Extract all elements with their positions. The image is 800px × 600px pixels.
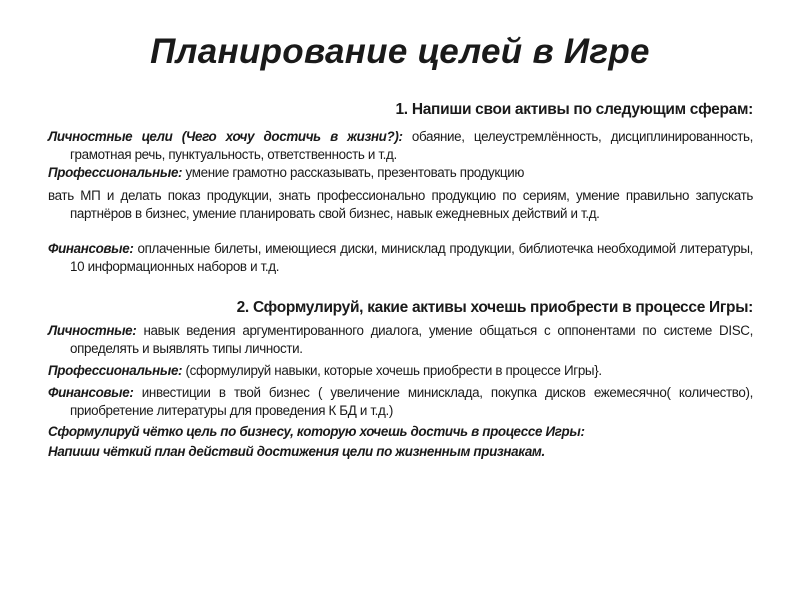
label: Профессиональные: (48, 363, 183, 378)
label: Профессиональные: (48, 165, 183, 180)
plan-prompt: Напиши чёткий план действий достижения цели по жизненным признакам. (48, 444, 545, 459)
text: вать МП и делать показ продукции, знать профессионально продукцию по сериям, умение правильно запускать партнёров в бизнес, умение планировать свой бизнес, навык ежедневных действий и т.д. (48, 188, 753, 221)
paragraph-personal (48, 322, 753, 357)
paragraph-professional-cont (48, 187, 753, 222)
slide-title: Планирование целей в Игре (150, 32, 650, 71)
section2-heading: 2. Сформулируй, какие активы хочешь приобрести в процессе Игры: (236, 299, 753, 316)
paragraph-financial (48, 240, 753, 275)
label: Личностные цели (Чего хочу достичь в жизни?): (48, 129, 403, 144)
label: Финансовые: (48, 241, 134, 256)
paragraph-personal-goals (48, 128, 753, 163)
paragraph-professional (48, 164, 753, 182)
section1-heading: 1. Напиши свои активы по следующим сферам: (395, 101, 753, 118)
label: Личностные: (48, 323, 137, 338)
paragraph-professional-2 (48, 362, 753, 380)
text: навык ведения аргументированного диалога, умение общаться с оппонентами по системе DISC, определять и выявлять типы личности. (70, 323, 753, 356)
text: оплаченные билеты, имеющиеся диски, минисклад продукции, библиотечка необходимой литературы, 10 информационных наборов и т.д. (70, 241, 753, 274)
goal-prompt: Сформулируй чётко цель по бизнесу, которую хочешь достичь в процессе Игры: (48, 424, 585, 439)
paragraph-financial-2 (48, 384, 753, 419)
label: Финансовые: (48, 385, 134, 400)
text: умение грамотно рассказывать, презентовать продукцию (182, 165, 525, 180)
text: обаяние, целеустремлённость, дисциплинированность, грамотная речь, пунктуальность, ответственность и т.д. (70, 129, 753, 162)
text: инвестиции в твой бизнес ( увеличение минисклада, покупка дисков ежемесячно( количество), приобретение литературы для проведения К БД и т.д.) (70, 385, 753, 418)
text: (сформулируй навыки, которые хочешь приобрести в процессе Игры}. (182, 363, 602, 378)
